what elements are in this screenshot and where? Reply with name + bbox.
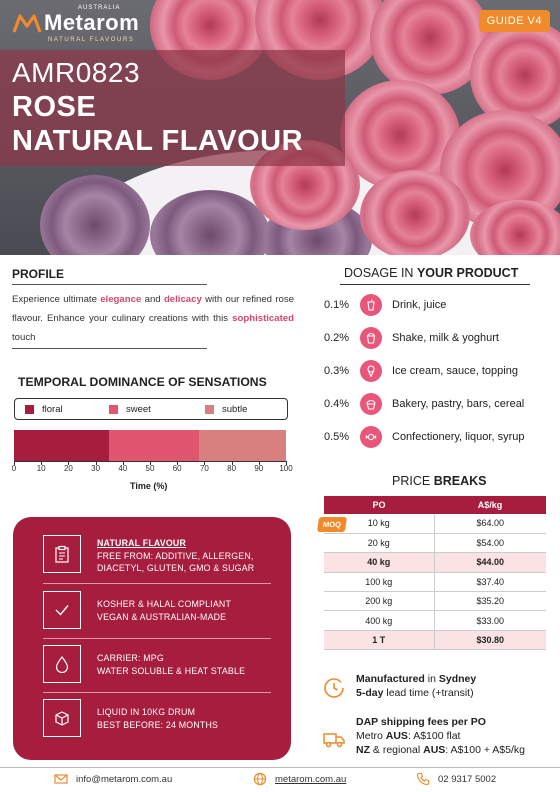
moq-badge: MOQ — [317, 517, 347, 532]
footer-website[interactable] — [253, 772, 346, 786]
feature-line: LIQUID IN 10KG DRUM — [97, 707, 196, 717]
price-value: $33.00 — [434, 611, 546, 630]
tds-x-label: Time (%) — [130, 481, 168, 491]
tds-tick-label: 100 — [279, 464, 293, 473]
manufacture-bold: Manufactured — [356, 673, 425, 685]
legend-label: sweet — [126, 403, 151, 415]
metarom-logo-icon — [12, 12, 42, 34]
candy-icon — [360, 426, 382, 448]
feature-compliance — [97, 598, 231, 623]
table-row — [324, 553, 546, 572]
table-row — [324, 514, 546, 533]
price-po: 400 kg — [324, 611, 434, 630]
dosage-label: Confectionery, liquor, syrup — [392, 431, 525, 443]
guide-version-badge: GUIDE V4 — [479, 10, 550, 32]
feature-divider — [43, 692, 271, 693]
dosage-row — [324, 327, 499, 349]
shipping-info — [356, 715, 525, 757]
price-po: 200 kg — [324, 592, 434, 611]
legend-swatch — [205, 405, 214, 414]
table-row — [324, 572, 546, 591]
package-box-icon — [43, 699, 81, 737]
phone-link[interactable]: 02 9317 5002 — [438, 773, 497, 785]
feature-line: BEST BEFORE: 24 MONTHS — [97, 719, 219, 730]
price-po: 100 kg — [324, 572, 434, 591]
price-value: $30.80 — [434, 630, 546, 649]
shipping-bold: AUS — [423, 744, 446, 756]
shipping-regional — [356, 743, 525, 757]
table-row — [324, 533, 546, 552]
shipping-metro — [356, 729, 525, 743]
dosage-label: Shake, milk & yoghurt — [392, 332, 499, 344]
dosage-percent: 0.5% — [324, 431, 350, 443]
profile-highlight: sophisticated — [232, 313, 294, 324]
price-po: 40 kg — [324, 553, 434, 572]
dosage-row — [324, 360, 518, 382]
legend-swatch — [25, 405, 34, 414]
brand-name: Metarom — [44, 10, 140, 35]
feature-divider — [43, 638, 271, 639]
email-icon — [54, 772, 68, 786]
product-name-line2: NATURAL FLAVOUR — [12, 125, 304, 157]
truck-icon — [322, 727, 346, 751]
shipping-plain: & regional — [370, 744, 424, 756]
tds-tick-label: 60 — [172, 464, 182, 473]
rose-decoration — [360, 170, 470, 255]
tds-tick-label: 70 — [199, 464, 209, 473]
price-value: $35.20 — [434, 592, 546, 611]
table-row — [324, 592, 546, 611]
tds-bar — [14, 430, 286, 461]
legend-label: floral — [42, 403, 63, 415]
tds-segment-floral — [14, 430, 109, 461]
feature-panel — [13, 517, 291, 760]
profile-text-part: touch — [12, 332, 36, 343]
price-header-row — [324, 496, 546, 514]
product-name-line1: ROSE — [12, 91, 97, 123]
phone-icon — [416, 772, 430, 786]
dosage-percent: 0.1% — [324, 299, 350, 311]
profile-highlight: elegance — [100, 294, 142, 305]
footer-email[interactable] — [54, 772, 172, 786]
price-value: $44.00 — [434, 553, 546, 572]
lead-time-line — [356, 686, 476, 700]
manufacture-plain: in — [424, 673, 439, 685]
legend-item-sweet — [109, 404, 205, 415]
feature-packaging — [97, 706, 218, 731]
dosage-row — [324, 426, 524, 448]
manufacture-location: Sydney — [438, 673, 477, 685]
feature-title: NATURAL FLAVOUR — [97, 538, 187, 548]
dosage-title-bold: YOUR PRODUCT — [416, 266, 519, 280]
dosage-percent: 0.2% — [324, 332, 350, 344]
drink-icon — [360, 294, 382, 316]
legend-swatch — [109, 405, 118, 414]
shipping-plain: Metro — [356, 730, 386, 742]
feature-natural — [97, 537, 254, 575]
shipping-plain: : A$100 flat — [407, 730, 461, 742]
feature-line: DIACETYL, GLUTEN, GMO & SUGAR — [97, 563, 255, 573]
feature-line: VEGAN & AUSTRALIAN-MADE — [97, 611, 227, 622]
clipboard-icon — [43, 535, 81, 573]
price-col-price: A$/kg — [434, 496, 546, 514]
price-po: 10 kg — [324, 514, 434, 533]
legend-item-floral — [25, 404, 109, 415]
email-link[interactable]: info@metarom.com.au — [76, 773, 173, 785]
footer-divider — [0, 767, 560, 768]
manufacture-line — [356, 672, 476, 686]
tds-tick-label: 30 — [91, 464, 101, 473]
price-po: 1 T — [324, 630, 434, 649]
shipping-plain: : A$100 + A$5/kg — [445, 744, 525, 756]
footer-phone[interactable] — [416, 772, 496, 786]
profile-highlight: delicacy — [163, 294, 202, 305]
dosage-title — [344, 266, 518, 280]
feature-carrier — [97, 652, 245, 677]
tds-tick-label: 0 — [11, 464, 17, 473]
brand-country: AUSTRALIA — [78, 5, 121, 11]
feature-line: KOSHER & HALAL COMPLIANT — [97, 599, 232, 609]
profile-divider — [12, 284, 207, 285]
table-row — [324, 611, 546, 630]
profile-text-part: with our refined rose flavour. Enhance your culinary creations with this — [12, 294, 294, 324]
price-col-po: PO — [324, 496, 434, 514]
water-drop-icon — [43, 645, 81, 683]
tds-segment-sweet — [109, 430, 199, 461]
dosage-percent: 0.4% — [324, 398, 350, 410]
price-po: 20 kg — [324, 533, 434, 552]
tds-tick-label: 40 — [118, 464, 128, 473]
profile-divider-bottom — [12, 348, 207, 349]
tds-tick-label: 50 — [145, 464, 155, 473]
shipping-title: DAP shipping fees per PO — [356, 716, 486, 728]
checkmark-icon — [43, 591, 81, 629]
dosage-title-plain: DOSAGE IN — [344, 266, 417, 280]
profile-text-part: Experience ultimate — [12, 294, 101, 305]
brand-logo — [12, 5, 140, 43]
tds-tick-label: 80 — [227, 464, 237, 473]
ice-cream-icon — [360, 360, 382, 382]
price-value: $64.00 — [434, 514, 546, 533]
price-title-bold: BREAKS — [433, 474, 487, 488]
feature-line: WATER SOLUBLE & HEAT STABLE — [97, 665, 246, 676]
clock-icon — [322, 676, 346, 700]
price-title-plain: PRICE — [392, 474, 434, 488]
feature-line: FREE FROM: ADDITIVE, ALLERGEN, — [97, 550, 254, 561]
price-value: $37.40 — [434, 572, 546, 591]
lead-time-plain: lead time (+transit) — [383, 687, 474, 699]
hero-image — [0, 0, 560, 255]
shipping-bold: AUS — [385, 730, 408, 742]
profile-description — [12, 290, 294, 347]
tds-tick-label: 20 — [63, 464, 73, 473]
shipping-bold: NZ — [356, 744, 370, 756]
price-value: $54.00 — [434, 533, 546, 552]
price-title — [392, 474, 486, 488]
tds-tick-label: 90 — [254, 464, 264, 473]
table-row — [324, 630, 546, 649]
cupcake-icon — [360, 393, 382, 415]
price-table — [324, 496, 546, 650]
tds-legend — [14, 398, 288, 420]
legend-label: subtle — [222, 403, 248, 415]
profile-text-part: and — [141, 294, 164, 305]
legend-item-subtle — [205, 404, 247, 415]
tds-segment-subtle — [199, 430, 286, 461]
lead-time-bold: 5-day — [356, 687, 384, 699]
brand-tagline: NATURAL FLAVOURS — [48, 37, 135, 43]
dosage-label: Bakery, pastry, bars, cereal — [392, 398, 525, 410]
website-link[interactable]: metarom.com.au — [275, 773, 347, 785]
dosage-label: Drink, juice — [392, 299, 447, 311]
milkshake-icon — [360, 327, 382, 349]
manufacture-info — [356, 672, 476, 700]
dosage-row — [324, 393, 524, 415]
tds-tick-label: 10 — [36, 464, 46, 473]
dosage-percent: 0.3% — [324, 365, 350, 377]
feature-line: CARRIER: MPG — [97, 653, 164, 663]
dosage-divider — [340, 284, 530, 285]
profile-title: PROFILE — [12, 267, 65, 281]
product-code: AMR0823 — [12, 57, 141, 88]
tds-title: TEMPORAL DOMINANCE OF SENSATIONS — [18, 375, 267, 389]
dosage-label: Ice cream, sauce, topping — [392, 365, 518, 377]
globe-icon — [253, 772, 267, 786]
dosage-row — [324, 294, 446, 316]
feature-divider — [43, 583, 271, 584]
